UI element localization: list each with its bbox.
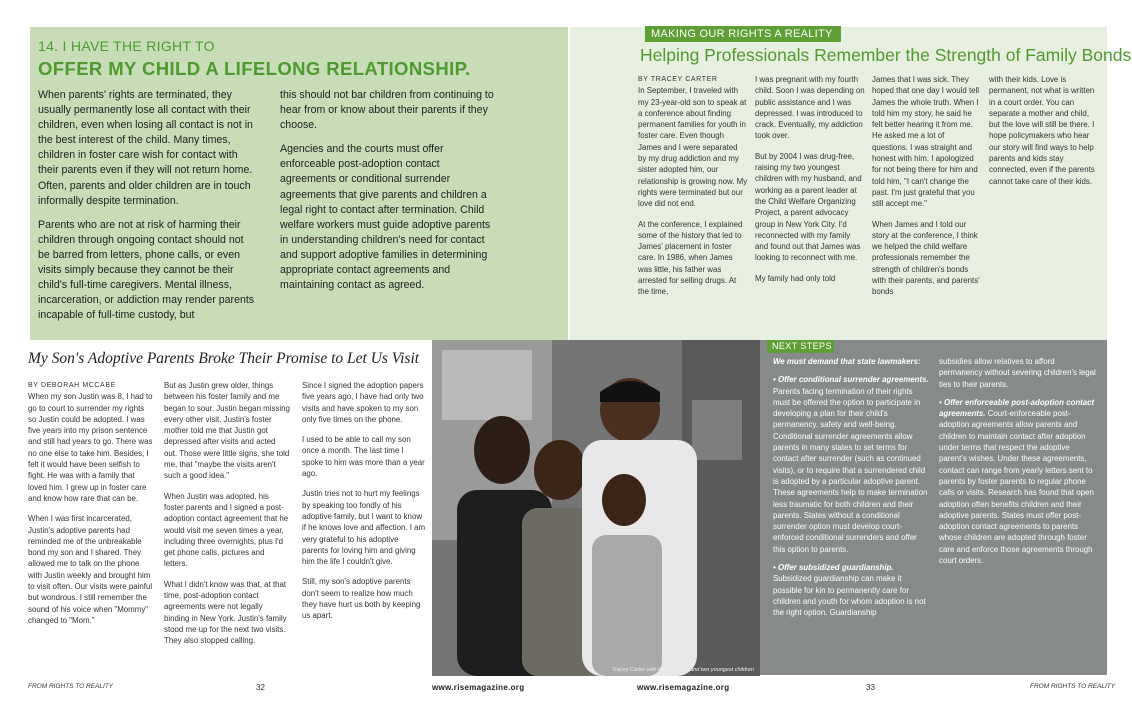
paragraph: I was pregnant with my fourth child. Soon I was depending on public assistance and I was depressed. I was introduced to crack. Eventually, my addiction took over.: [755, 75, 865, 141]
paragraph: When I was first incarcerated, Justin's adoptive parents had reminded me of the unbreakable bond my son and I shared. They allowed me to talk on the phone with Justin weekly and brought him to visit often. Our visits were painful but wondrous. I still remember the sound of his voice when "Mommy" changed to "Mom.": [28, 514, 153, 625]
next-steps-intro: We must demand that state lawmakers:: [773, 357, 921, 366]
bullet-text: Court-enforceable post-adoption agreements allow parents and children to maintain contact after adoption under terms that respect the adoptive parent's wishes. Under these agreements, contact can range from yearly letters sent to parents by foster parents to regular phone calls or visits. Research has found that open adoption often benefits children and their adoptive parents. States must offer post-adoption contact agreements to parents whose children are adopted through foster care and enforce those agreements through court orders.: [939, 409, 1094, 566]
paragraph: Justin tries not to hurt my feelings by speaking too fondly of his adoptive family, but I want to know if he knows love and affection. I am very grateful to his adoptive parents for loving him and giving him the life I couldn't give.: [302, 489, 426, 567]
paragraph: I used to be able to call my son once a month. The last time I spoke to him was more than a year ago.: [302, 435, 425, 479]
page-number-right: 33: [866, 683, 875, 692]
bullet-title: • Offer conditional surrender agreements.: [773, 375, 929, 385]
section-label: MAKING OUR RIGHTS A REALITY: [645, 26, 841, 42]
photo-caption: Tracey Carter with her husband and two youngest children: [611, 667, 754, 673]
footer-left-label: FROM RIGHTS TO REALITY: [28, 683, 114, 690]
paragraph: What I didn't know was that, at that time, post-adoption contact agreements were not legally binding in New York. Justin's family stood me up for the next two visits. They also stopped calling.: [164, 579, 287, 646]
article-column-3: [872, 74, 982, 307]
paragraph: When my son Justin was 8, I had to go to court to surrender my rights so Justin could be adopted. I was five years into my prison sentence and still had years to go. There was no one else to take him. Besides, I felt it would have been selfish to fight. He was with a family that loved him. I grew up in foster care and know how rare that can be.: [28, 392, 153, 503]
byline: BY DEBORAH MCCABE: [28, 382, 116, 389]
paragraph: My family had only told: [755, 273, 836, 283]
story-column-3: [302, 380, 426, 631]
story-title: My Son's Adoptive Parents Broke Their Promise to Let Us Visit: [28, 350, 420, 367]
paragraph: Agencies and the courts must offer enforceable post-adoption contact agreements or conditional surrender agreements that give parents and children a legal right to contact after termination. Child welfare workers must guide adoptive parents in understanding children's need for contact and support adoptive families in determining appropriate contact agreements and maintaining contact as agreed.: [280, 143, 491, 292]
paragraph: At the conference, I explained some of the history that led to James' placement in foster care. In 1986, when James was little, his father was arrested for selling drugs. At the time,: [638, 219, 743, 297]
footer-right-label: FROM RIGHTS TO REALITY: [1030, 683, 1116, 690]
story-column-2: [164, 380, 290, 656]
family-photo: [432, 340, 760, 676]
paragraph: Since I signed the adoption papers five years ago, I have had only two visits and have spoken to my son only five times on the phone.: [302, 381, 424, 424]
rights-column-2: [280, 88, 496, 302]
article-column-4: [989, 74, 1097, 196]
footer-url-left[interactable]: www.risemagazine.org: [432, 683, 525, 692]
bullet-text: Subsidized guardianship can make it possible for kin to permanently care for children and youth for whom adoption is not the right option. Guardianship: [773, 574, 926, 618]
paragraph: James that I was sick. They hoped that one day I would tell James the whole truth. When I told him my story, he said he felt better hearing it from me. He asked me a lot of questions. I was straight and honest with him. I apologized for not being there for him and told him, "I can't change the past. I'm just grateful that you still accept me.": [872, 75, 980, 209]
paragraph: subsidies allow relatives to afford permanency without severing children's legal ties to their parents.: [939, 357, 1096, 389]
rights-title: OFFER MY CHILD A LIFELONG RELATIONSHIP.: [38, 58, 471, 79]
paragraph: When Justin was adopted, his foster parents and I signed a post-adoption contact agreement that he would visit me seven times a year, including three overnights, plus I'd get phone calls, pictures and letters.: [164, 491, 289, 569]
article-column-2: [755, 74, 865, 293]
article-column-1: [638, 74, 748, 307]
paragraph: In September, I traveled with my 23-year-old son to speak at a conference about finding permanent families for youth in foster care. Even though James and I were separated by my drug addiction and my sister adopted him, our relationship is growing now. My rights were terminated but our love did not end.: [638, 86, 748, 209]
paragraph: But as Justin grew older, things between his foster family and me began to sour. Justin began missing every other visit. Justin's foster mother told me that Justin got depressed after visits and acted out. Those were little signs, she told me, that "maybe the visits aren't such a good idea.": [164, 381, 290, 481]
next-steps-label: NEXT STEPS: [767, 340, 834, 353]
story-column-1: [28, 380, 154, 635]
bullet-text: Parents facing termination of their rights must be offered the option to participate in developing a plan for their child's permanency, safety and well-being. Conditional surrender agreements allow parents in many states to set terms for contact after surrender (such as continued visits), or to require that a surrendered child is adopted by a particular adoptive parent. These agreements help to make termination less traumatic for both children and their parents. States without a conditional surrender option must develop court-enforced conditional surrenders and offer this option to parents.: [773, 386, 928, 554]
family-photo-illustration: [432, 340, 760, 676]
rights-number-heading: 14. I HAVE THE RIGHT TO: [38, 38, 215, 54]
bullet-title: • Offer enforceable post-adoption contact agreements.: [939, 397, 1095, 419]
paragraph: with their kids. Love is permanent, not what is written in a court order. You can separate a mother and child, but the love will still be there. I hope policymakers who hear our story will find ways to help parents and kids stay connected, even if the parents cannot take care of their kids.: [989, 75, 1095, 186]
next-steps-column-2: [939, 356, 1099, 573]
footer-url-right[interactable]: www.risemagazine.org: [637, 683, 730, 692]
article-title: Helping Professionals Remember the Strength of Family Bonds: [640, 45, 1132, 65]
rights-column-1: [38, 88, 256, 332]
paragraph: When James and I told our story at the conference, I think we helped the child welfare professionals remember the strength of children's bonds with their parents, and parents' bonds: [872, 219, 980, 297]
paragraph: this should not bar children from continuing to hear from or know about their parents if they choose.: [280, 89, 494, 132]
paragraph: Parents who are not at risk of harming their children through ongoing contact should not be barred from letters, phone calls, or even visits simply because they cannot be their child's full-time caregivers. Mental illness, incarceration, or addiction may render parents incapable of full-time custody, but: [38, 218, 255, 322]
byline: BY TRACEY CARTER: [638, 76, 718, 83]
paragraph: When parents' rights are terminated, they usually permanently lose all contact with their children, even when losing all contact is not in the best interest of the child. Many times, children in foster care wish for contact with their parents even if they will not return home. Often, parents and older children are in touch informally despite termination.: [38, 89, 253, 207]
page-number-left: 32: [256, 683, 265, 692]
bullet-title: • Offer subsidized guardianship.: [773, 563, 894, 573]
paragraph: Still, my son's adoptive parents don't seem to realize how much they have hurt us both by keeping us apart.: [302, 577, 421, 621]
next-steps-column-1: [773, 356, 931, 626]
paragraph: But by 2004 I was drug-free, raising my two youngest children with my husband, and working as a parent leader at the Child Welfare Organizing Project, a parent advocacy group in New York City. I'd reconnected with my family and found out that James was looking to reconnect with me.: [755, 151, 862, 263]
